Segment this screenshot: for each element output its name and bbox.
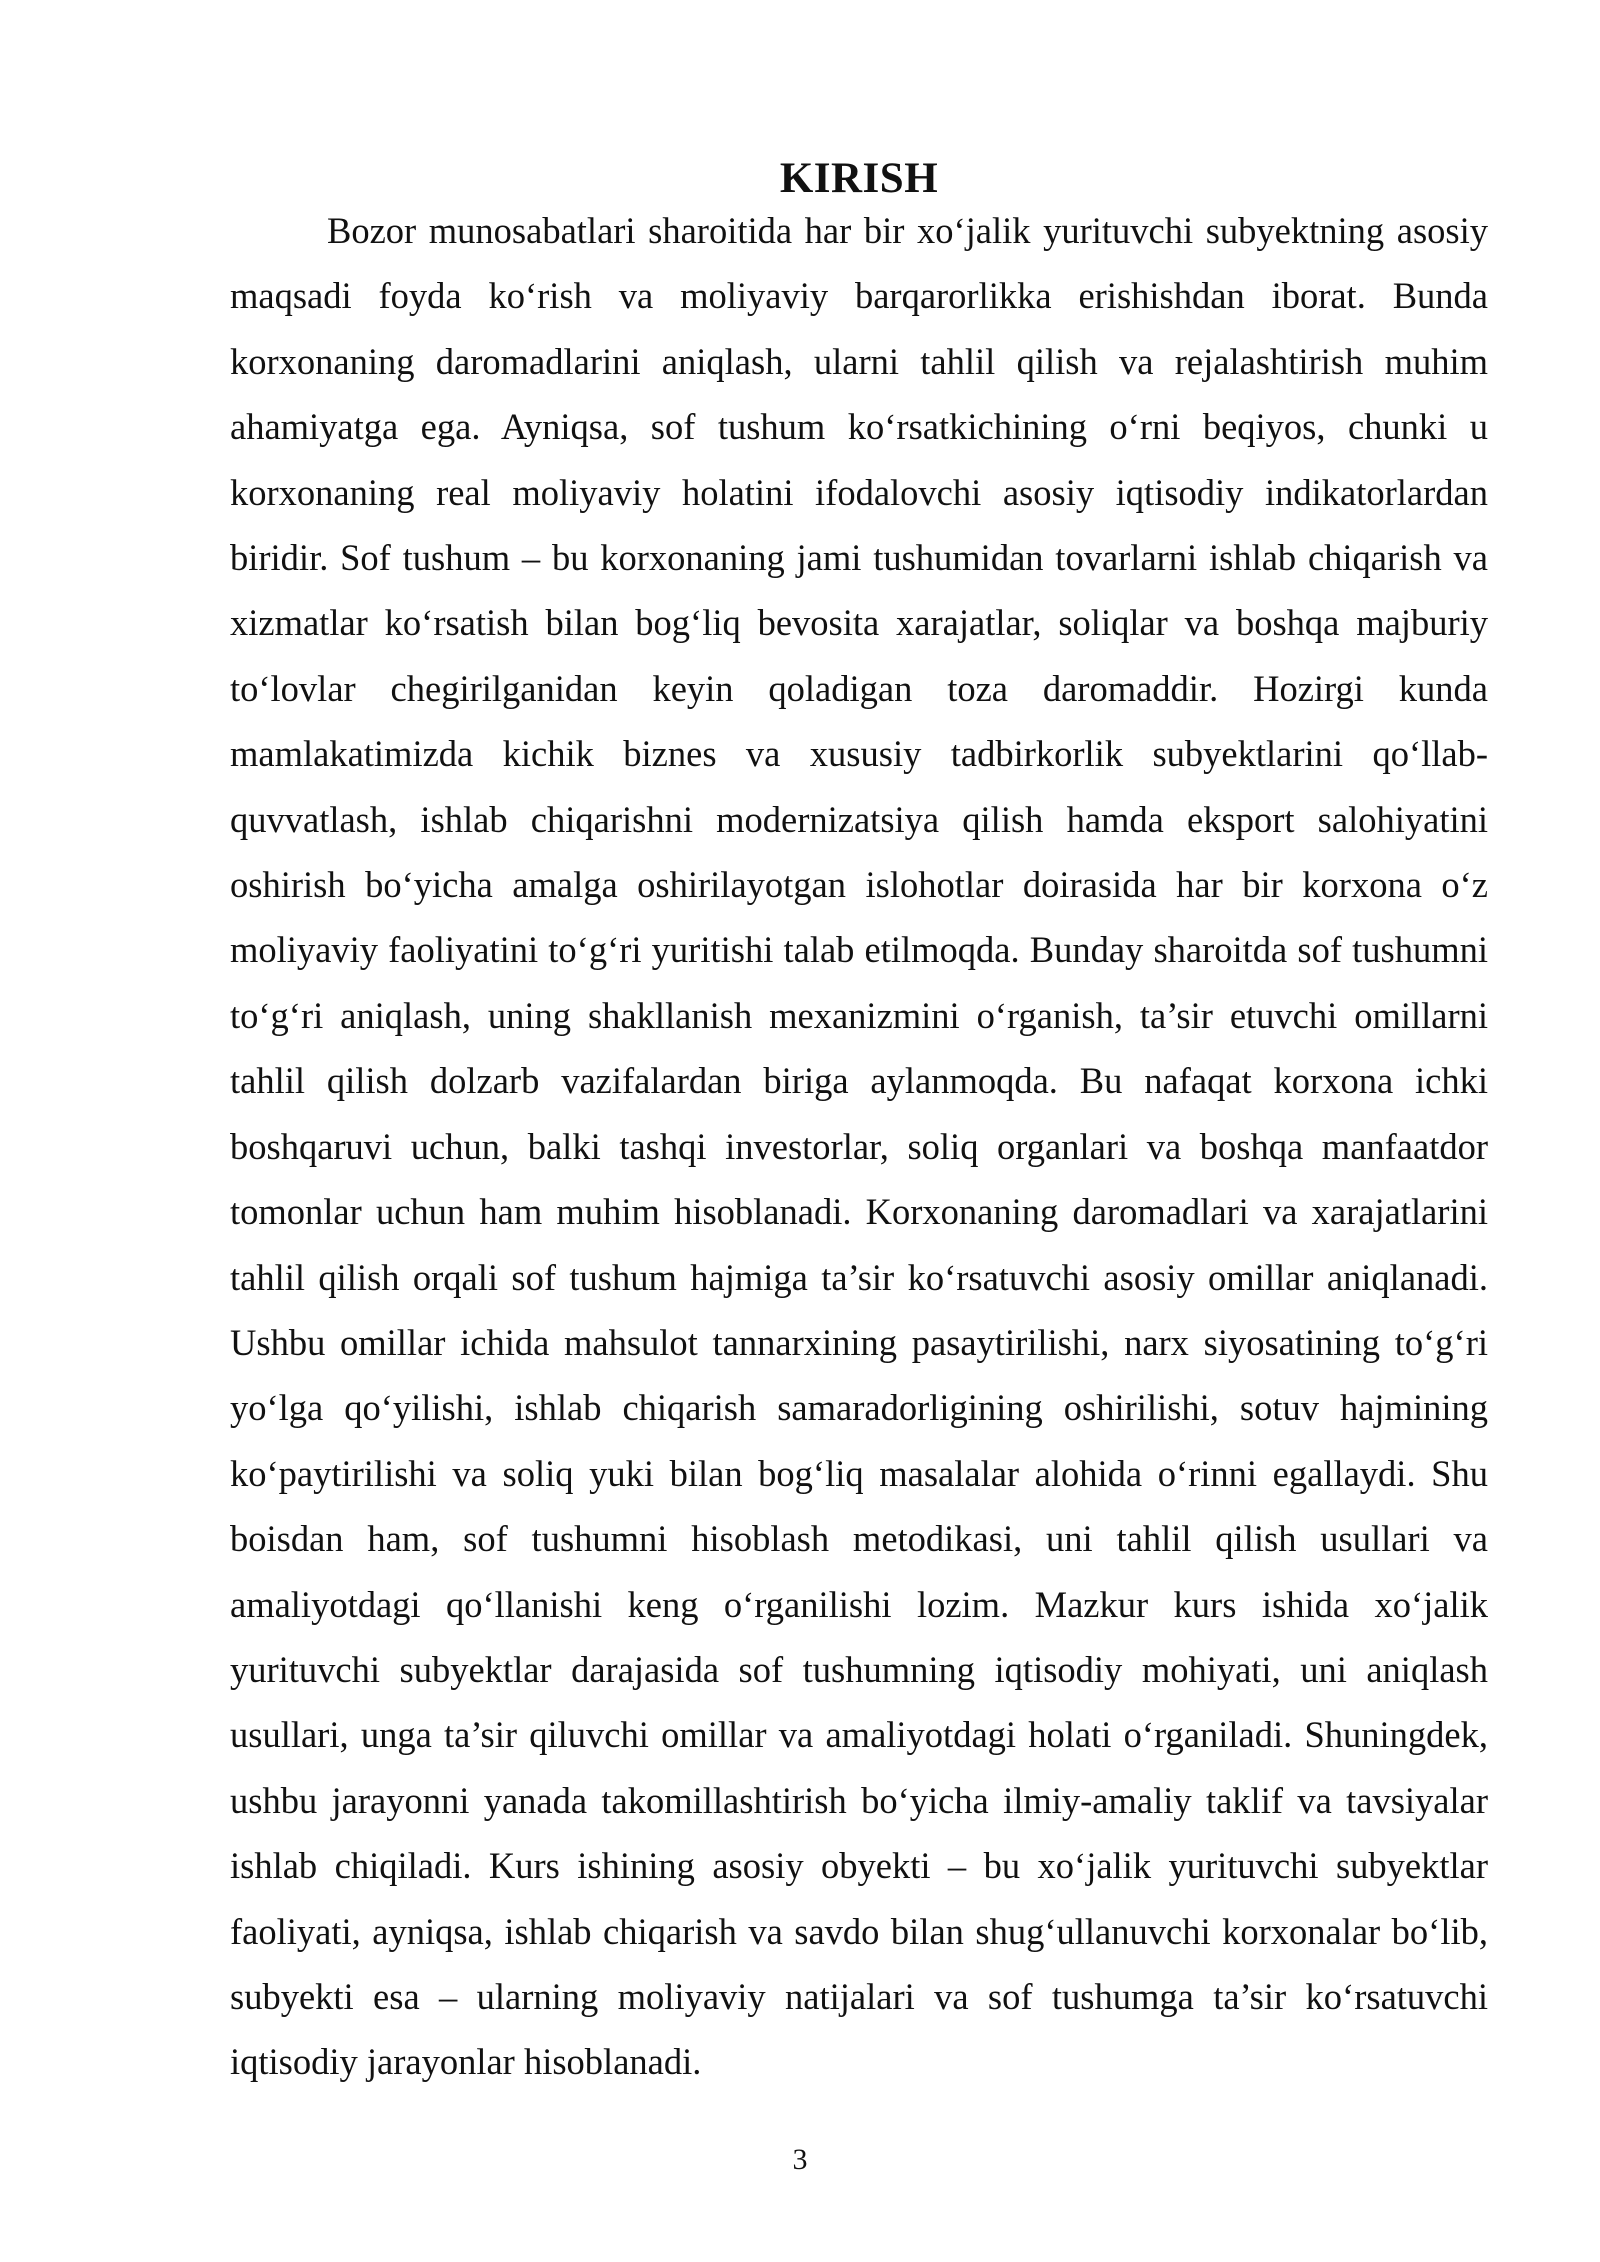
page-title: KIRISH [779,155,939,202]
page-number: 3 [792,2143,808,2176]
body-paragraph: Bozor munosabatlari sharoitida har bir xo‘jalik yurituvchi subyektning asosiy maqsadi foyda ko‘rish va moliyaviy barqarorlikka erishishdan iborat. Bunda korxonaning daromadlarini aniqlash, ularni tahlil qilish va rejalashtirish muhim ahamiyatga ega. Ayniqsa, sof tushum ko‘rsatkichining o‘rni beqiyos, chunki u korxonaning real moliyaviy holatini ifodalovchi asosiy iqtisodiy indikatorlardan biridir. Sof tushum – bu korxonaning jami tushumidan tovarlarni ishlab chiqarish va xizmatlar ko‘rsatish bilan bog‘liq bevosita xarajatlar, soliqlar va boshqa majburiy to‘lovlar chegirilganidan keyin qoladigan toza daromaddir. Hozirgi kunda mamlakatimizda kichik biznes va xususiy tadbirkorlik subyektlarini qo‘llab-quvvatlash, ishlab chiqarishni modernizatsiya qilish hamda eksport salohiyatini oshirish bo‘yicha amalga oshirilayotgan islohotlar doirasida har bir korxona o‘z moliyaviy faoliyatini to‘g‘ri yuritishi talab etilmoqda. Bunday sharoitda sof tushumni to‘g‘ri aniqlash, uning shakllanish mexanizmini o‘rganish, ta’sir etuvchi omillarni tahlil qilish dolzarb vazifalardan biriga aylanmoqda. Bu nafaqat korxona ichki boshqaruvi uchun, balki tashqi investorlar, soliq organlari va boshqa manfaatdor tomonlar uchun ham muhim hisoblanadi. Korxonaning daromadlari va xarajatlarini tahlil qilish orqali sof tushum hajmiga ta’sir ko‘rsatuvchi asosiy omillar aniqlanadi. Ushbu omillar ichida mahsulot tannarxining pasaytirilishi, narx siyosatining to‘g‘ri yo‘lga qo‘yilishi, ishlab chiqarish samaradorligining oshirilishi, sotuv hajmining ko‘paytirilishi va soliq yuki bilan bog‘liq masalalar alohida o‘rinni egallaydi. Shu boisdan ham, sof tushumni hisoblash metodikasi, uni tahlil qilish usullari va amaliyotdagi qo‘llanishi keng o‘rganilishi lozim. Mazkur kurs ishida xo‘jalik yurituvchi subyektlar darajasida sof tushumning iqtisodiy mohiyati, uni aniqlash usullari, unga ta’sir qiluvchi omillar va amaliyotdagi holati o‘rganiladi. Shuningdek, ushbu jarayonni yanada takomillashtirish bo‘yicha ilmiy-amaliy taklif va tavsiyalar ishlab chiqiladi. Kurs ishining asosiy obyekti – bu xo‘jalik yurituvchi subyektlar faoliyati, ayniqsa, ishlab chiqarish va savdo bilan shug‘ullanuvchi korxonalar bo‘lib, subyekti esa – ularning moliyaviy natijalari va sof tushumga ta’sir ko‘rsatuvchi iqtisodiy jarayonlar hisoblanadi. [230,210,1488,2083]
